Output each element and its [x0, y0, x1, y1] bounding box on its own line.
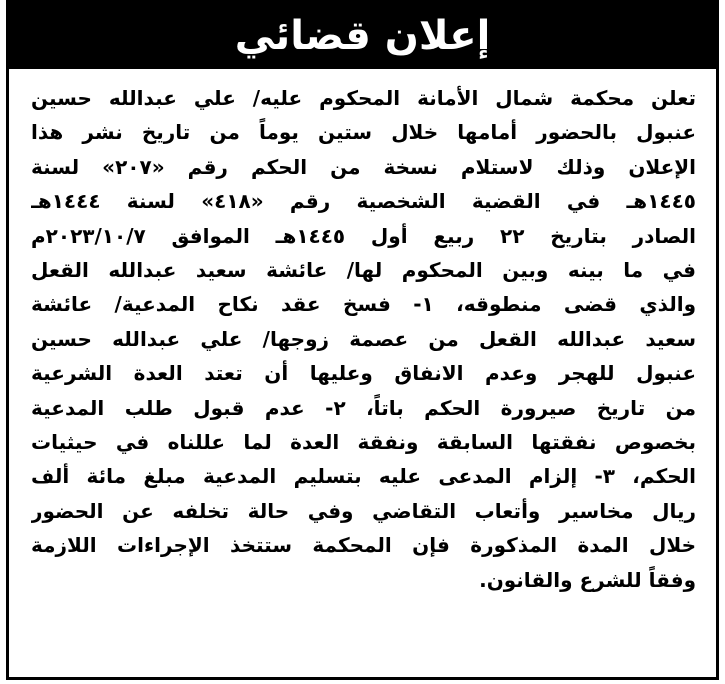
notice-line: بخصوص نفقتها السابقة ونفقة العدة لما عللناه في حيثيات	[31, 430, 696, 455]
notice-line: عنبول بالحضور أمامها خلال ستين يوماً من تاريخ نشر هذا	[31, 120, 696, 145]
notice-line: الحكم، ٣- إلزام المدعى عليه بتسليم المدعية مبلغ مائة ألف	[31, 464, 696, 489]
notice-line: الصادر بتاريخ ٢٢ ربيع أول ١٤٤٥هـ الموافق ٢٠٢٣/١٠/٧م	[31, 223, 696, 248]
notice-line: في ما بينه وبين المحكوم لها/ عائشة سعيد عبدالله القعل	[31, 258, 696, 283]
notice-body	[31, 81, 696, 597]
notice-line: من تاريخ صيرورة الحكم باتاً، ٢- عدم قبول طلب المدعية	[31, 395, 696, 420]
judicial-notice	[6, 0, 719, 680]
notice-line: ريال مخاسير وأتعاب التقاضي وفي حالة تخلفه عن الحضور	[31, 498, 696, 523]
notice-line: والذي قضى منطوقه، ١- فسخ عقد نكاح المدعية/ عائشة	[31, 292, 696, 317]
notice-line-last: وفقاً للشرع والقانون.	[479, 567, 696, 592]
notice-line: تعلن محكمة شمال الأمانة المحكوم عليه/ علي عبدالله حسين	[31, 86, 696, 110]
notice-line: الإعلان وذلك لاستلام نسخة من الحكم رقم «٢٠٧» لسنة	[31, 154, 696, 179]
notice-line: ١٤٤٥هـ في القضية الشخصية رقم «٤١٨» لسنة ١٤٤٤هـ	[31, 189, 696, 214]
notice-line: عنبول للهجر وعدم الانفاق وعليها أن تعتد العدة الشرعية	[31, 361, 696, 386]
notice-header	[9, 3, 716, 69]
notice-title: إعلان قضائي	[234, 13, 491, 59]
notice-line: خلال المدة المذكورة فإن المحكمة ستتخذ الإجراءات اللازمة	[31, 533, 696, 558]
notice-line: سعيد عبدالله القعل من عصمة زوجها/ علي عبدالله حسين	[31, 326, 696, 351]
